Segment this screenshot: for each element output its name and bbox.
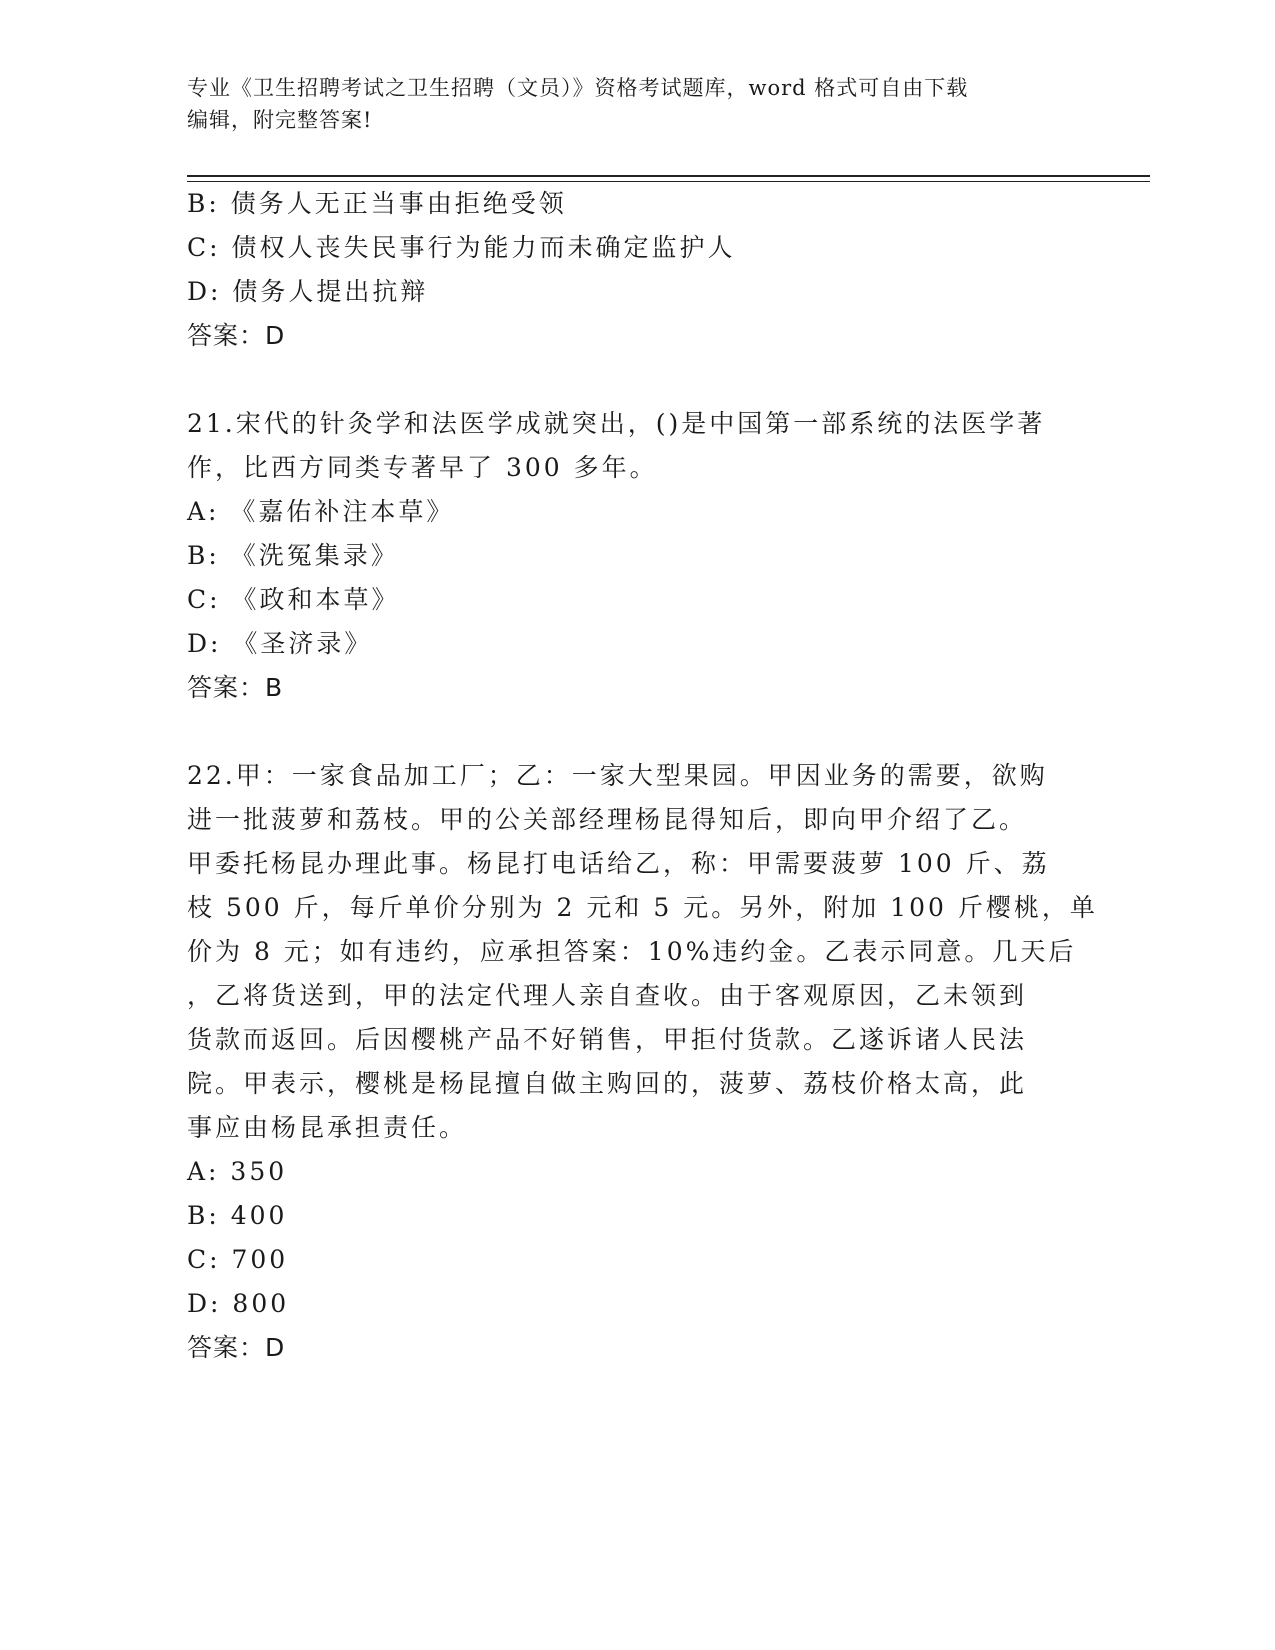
q20-option-d: D: 债务人提出抗辩 <box>187 277 429 306</box>
document-header <box>187 72 1087 136</box>
q22-stem-line: ，乙将货送到，甲的法定代理人亲自查收。由于客观原因，乙未领到 <box>187 981 1028 1010</box>
q21-stem-line-1: 21.宋代的针灸学和法医学成就突出，()是中国第一部系统的法医学著 <box>187 409 1046 438</box>
q22-stem-line: 甲委托杨昆办理此事。杨昆打电话给乙，称：甲需要菠萝 100 斤、荔 <box>187 849 1050 878</box>
q22-option-a: A: 350 <box>187 1157 288 1186</box>
q21-option-a: A: 《嘉佑补注本草》 <box>187 497 455 526</box>
q20-answer: 答案：D <box>187 321 286 350</box>
header-line-2: 编辑，附完整答案! <box>187 108 373 132</box>
header-rule-thin <box>187 181 1150 182</box>
q22-stem-line: 货款而返回。后因樱桃产品不好销售，甲拒付货款。乙遂诉诸人民法 <box>187 1025 1028 1054</box>
q20-option-b: B: 债务人无正当事由拒绝受领 <box>187 189 567 218</box>
q22-answer: 答案：D <box>187 1333 286 1362</box>
header-rule-thick <box>187 175 1150 177</box>
q22-option-d: D: 800 <box>187 1289 290 1318</box>
q22-option-b: B: 400 <box>187 1201 288 1230</box>
q22-stem-line: 价为 8 元；如有违约，应承担答案：10%违约金。乙表示同意。几天后 <box>187 937 1077 966</box>
q21-answer: 答案：B <box>187 673 284 702</box>
q21-option-d: D: 《圣济录》 <box>187 629 373 658</box>
q22-stem-line: 22.甲：一家食品加工厂；乙：一家大型果园。甲因业务的需要，欲购 <box>187 761 1048 790</box>
q22-stem-line: 院。甲表示，樱桃是杨昆擅自做主购回的，菠萝、荔枝价格太高，此 <box>187 1069 1028 1098</box>
q20-option-c: C: 债权人丧失民事行为能力而未确定监护人 <box>187 233 736 262</box>
q22-stem-line: 事应由杨昆承担责任。 <box>187 1113 468 1142</box>
q22-stem-line: 进一批菠萝和荔枝。甲的公关部经理杨昆得知后，即向甲介绍了乙。 <box>187 805 1028 834</box>
q22-option-c: C: 700 <box>187 1245 289 1274</box>
q21-option-b: B: 《洗冤集录》 <box>187 541 399 570</box>
q22-stem-line: 枝 500 斤，每斤单价分别为 2 元和 5 元。另外，附加 100 斤樱桃，单 <box>187 893 1098 922</box>
header-line-1: 专业《卫生招聘考试之卫生招聘（文员）》资格考试题库，word 格式可自由下载 <box>187 76 969 100</box>
q21-stem-line-2: 作，比西方同类专著早了 300 多年。 <box>187 453 658 482</box>
q21-option-c: C: 《政和本草》 <box>187 585 400 614</box>
